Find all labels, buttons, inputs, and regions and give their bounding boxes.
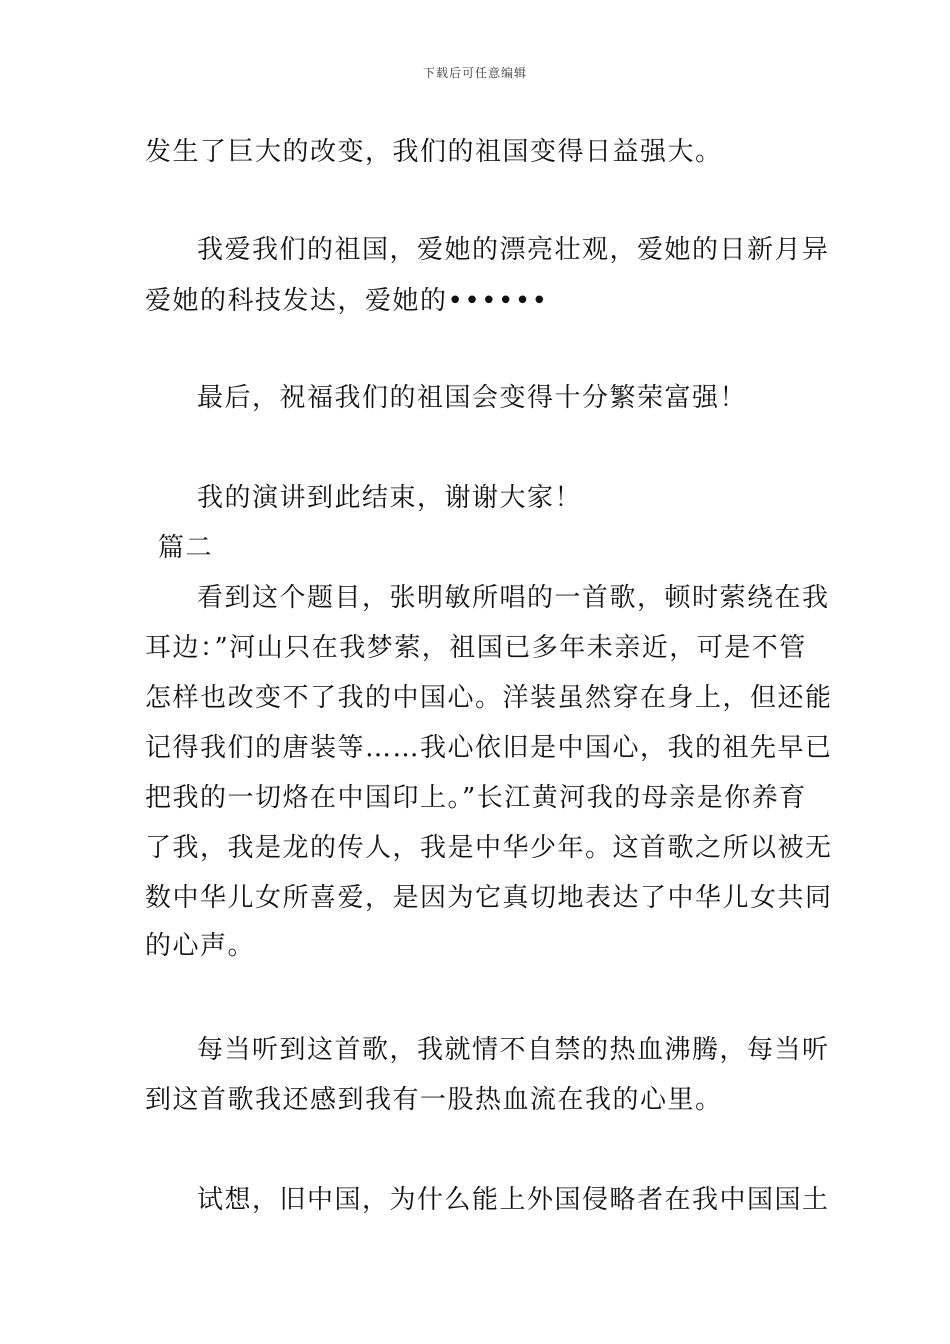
section-title: 篇二 xyxy=(158,533,214,563)
paragraph-line: 每当听到这首歌，我就情不自禁的热血沸腾，每当听 xyxy=(197,1035,830,1065)
paragraph-line: 耳边：”河山只在我梦萦，祖国已多年未亲近，可是不管 xyxy=(145,633,807,663)
paragraph-line: 数中华儿女所喜爱，是因为它真切地表达了中华儿女共同 xyxy=(145,883,833,913)
header-note: 下载后可任意编辑 xyxy=(422,66,527,80)
paragraph-line: 发生了巨大的改变，我们的祖国变得日益强大。 xyxy=(145,137,723,167)
paragraph-line: 我的演讲到此结束，谢谢大家！ xyxy=(197,483,583,513)
paragraph-line: 爱她的科技发达，爱她的•••••• xyxy=(145,286,549,316)
paragraph-line: 到这首歌我还感到我有一股热血流在我的心里。 xyxy=(145,1085,723,1115)
paragraph-line: 试想，旧中国，为什么能上外国侵略者在我中国国土 xyxy=(197,1185,830,1215)
paragraph-line: 怎样也改变不了我的中国心。洋装虽然穿在身上，但还能 xyxy=(145,683,833,713)
paragraph-line: 最后，祝福我们的祖国会变得十分繁荣富强！ xyxy=(197,383,748,413)
paragraph-line: 了我，我是龙的传人，我是中华少年。这首歌之所以被无 xyxy=(145,833,833,863)
paragraph-line: 记得我们的唐装等……我心依旧是中国心，我的祖先早已 xyxy=(145,733,833,763)
paragraph-line: 看到这个题目，张明敏所唱的一首歌，顿时萦绕在我 xyxy=(197,583,830,613)
paragraph-line: 我爱我们的祖国，爱她的漂亮壮观，爱她的日新月异 xyxy=(197,235,830,265)
paragraph-line: 的心声。 xyxy=(145,931,256,961)
paragraph-line: 把我的一切烙在中国印上。”长江黄河我的母亲是你养育 xyxy=(145,783,807,813)
